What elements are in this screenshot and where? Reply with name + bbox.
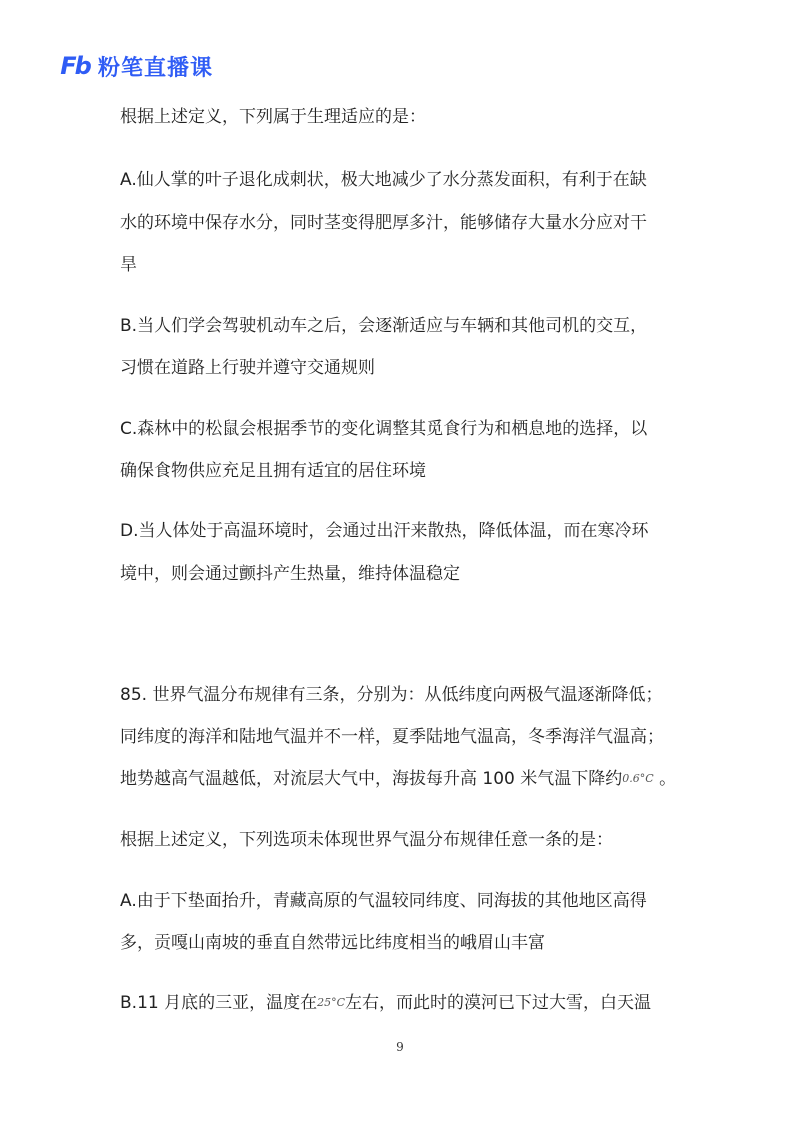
q84-option-b-line2: 习惯在道路上行驶并遵守交通规则 <box>120 358 375 378</box>
q84-option-b-line1: B.当人们学会驾驶机动车之后，会逐渐适应与车辆和其他司机的交互， <box>120 316 648 336</box>
q84-option-a-line1: A.仙人掌的叶子退化成刺状，极大地减少了水分蒸发面积，有利于在缺 <box>120 170 647 190</box>
q85-option-b-text: B.11 月底的三亚，温度在 <box>120 993 318 1013</box>
brand-name: 粉笔直播课 <box>98 55 214 81</box>
q84-option-c-line2: 确保食物供应充足且拥有适宜的居住环境 <box>120 461 426 481</box>
q85-stem-line3-end: 。 <box>653 769 677 789</box>
q85-stem-line3-text: 地势越高气温越低，对流层大气中，海拔每升高 100 米气温下降约 <box>120 769 623 789</box>
q84-option-d-line1: D.当人体处于高温环境时，会通过出汗来散热，降低体温，而在寒冷环 <box>120 521 649 541</box>
q84-option-c-line1: C.森林中的松鼠会根据季节的变化调整其觅食行为和栖息地的选择，以 <box>120 419 648 439</box>
fb-logo-icon: Fb <box>60 52 90 80</box>
q84-option-a-line3: 旱 <box>120 255 137 275</box>
q85-stem-line3 <box>120 767 676 791</box>
temperature-formula: 0.6°C <box>622 772 654 785</box>
q85-stem-line2: 同纬度的海洋和陆地气温并不一样，夏季陆地气温高，冬季海洋气温高； <box>120 727 664 747</box>
q84-option-a-line2: 水的环境中保存水分，同时茎变得肥厚多汁，能够储存大量水分应对干 <box>120 213 647 233</box>
page-number: 9 <box>396 1040 404 1054</box>
q85-option-b-text-end: 左右，而此时的漠河已下过大雪，白天温 <box>345 993 652 1013</box>
q84-prompt: 根据上述定义，下列属于生理适应的是： <box>120 107 426 127</box>
q85-stem-line1: 85. 世界气温分布规律有三条，分别为：从低纬度向两极气温逐渐降低； <box>120 685 663 705</box>
temperature-formula: 25°C <box>317 996 346 1009</box>
q85-option-b-line1 <box>120 991 651 1015</box>
brand-logo <box>58 52 213 80</box>
q84-option-d-line2: 境中，则会通过颤抖产生热量，维持体温稳定 <box>120 564 460 584</box>
q85-option-a-line2: 多，贡嘎山南坡的垂直自然带远比纬度相当的峨眉山丰富 <box>120 933 545 953</box>
q85-option-a-line1: A.由于下垫面抬升，青藏高原的气温较同纬度、同海拔的其他地区高得 <box>120 891 647 911</box>
q85-prompt: 根据上述定义，下列选项未体现世界气温分布规律任意一条的是： <box>120 830 613 850</box>
